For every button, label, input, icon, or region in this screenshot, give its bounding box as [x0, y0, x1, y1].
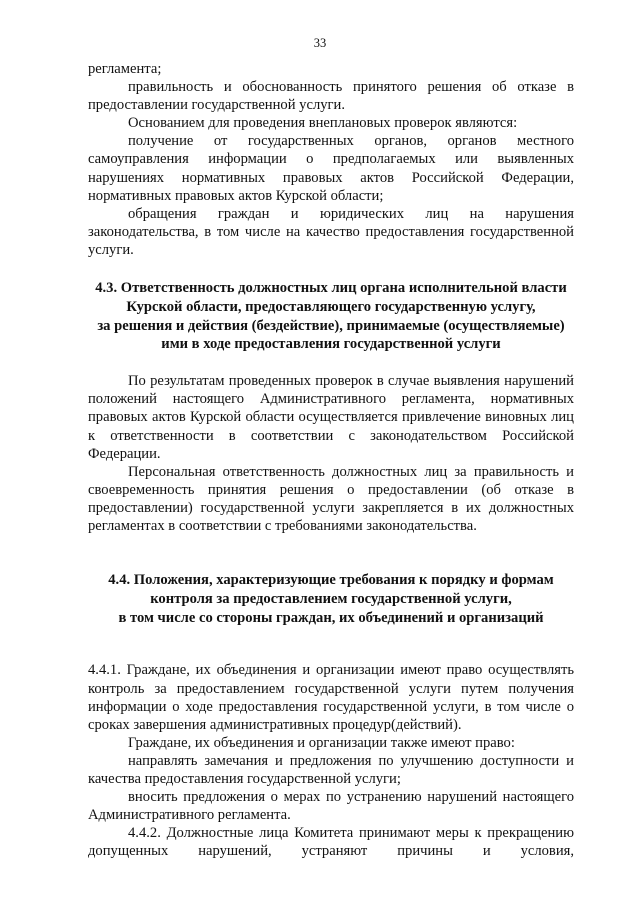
heading-line: 4.4. Положения, характеризующие требования к порядку и формам: [108, 572, 554, 589]
paragraph-send-remarks: направлять замечания и предложения по улучшению доступности и качества предоставления государственной услуги;: [88, 752, 574, 788]
heading-line: за решения и действия (бездействие), принимаемые (осуществляемые): [97, 317, 565, 334]
paragraph-4-4-2: 4.4.2. Должностные лица Комитета принимают меры к прекращению допущенных нарушений, устраняют причины и условия,: [88, 825, 574, 860]
heading-line: ими в ходе предоставления государственной услуги: [161, 336, 501, 353]
paragraph-4-4-1: 4.4.1. Граждане, их объединения и организации имеют право осуществлять контроль за предоставлением государственной услуги путем получения информации о ходе предоставления государственной услуги, в том числе о сроках завершения административных процедур(действий).: [88, 662, 574, 733]
paragraph-appeals: обращения граждан и юридических лиц на нарушения законодательства, в том числе на качество предоставления государственной услуги.: [88, 205, 574, 258]
paragraph-correctness: правильность и обоснованность принятого решения об отказе в предоставлении государственной услуги.: [88, 79, 574, 114]
paragraph-inspection-results: По результатам проведенных проверок в случае выявления нарушений положений настоящего Административного регламента, нормативных правовых актов Курской области осуществляется привлечение виновных лиц к ответственности в соответствии с законодательством Российской Федерации.: [88, 373, 574, 462]
paragraph-unplanned-grounds: Основанием для проведения внеплановых проверок являются:: [128, 115, 518, 132]
paragraph-submit-proposals: вносить предложения о мерах по устранению нарушений настоящего Административного регламента.: [88, 789, 574, 824]
page-number: 33: [313, 36, 327, 50]
heading-line: контроля за предоставлением государственной услуги,: [150, 590, 512, 607]
heading-line: Курской области, предоставляющего государственную услугу,: [126, 298, 536, 315]
page-content: [88, 60, 574, 860]
paragraph-rights-intro: Граждане, их объединения и организации также имеют право:: [128, 734, 515, 751]
paragraph-personal-responsibility: Персональная ответственность должностных лиц за правильность и своевременность принятия решения о предоставлении (об отказе в предоставлении) государственной услуги закрепляется в их должностных регламентах в соответствии с требованиями законодательства.: [88, 463, 574, 534]
heading-line: в том числе со стороны граждан, их объединений и организаций: [118, 609, 544, 626]
section-4-3-heading: [88, 279, 574, 354]
paragraph-continuation: регламента;: [88, 61, 162, 77]
heading-line: 4.3. Ответственность должностных лиц органа исполнительной власти: [95, 280, 567, 297]
paragraph-receiving-info: получение от государственных органов, органов местного самоуправления информации о предполагаемых или выявленных нарушениях нормативных правовых актов Российской Федерации, нормативных правовых актов Курской области;: [88, 133, 574, 204]
section-4-4-heading: [88, 571, 574, 627]
